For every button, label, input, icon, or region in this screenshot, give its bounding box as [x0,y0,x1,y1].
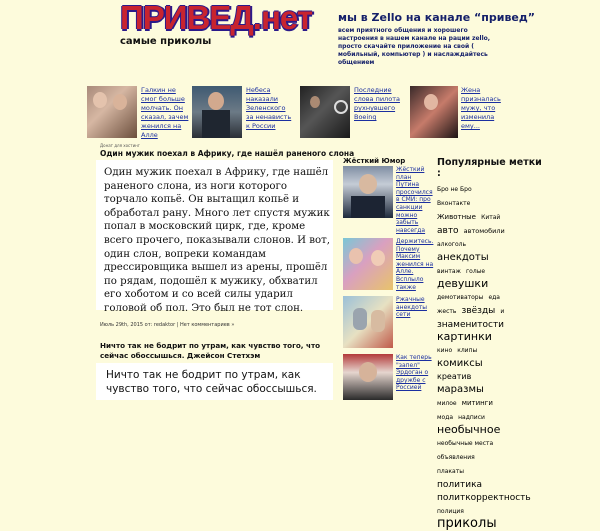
tag-link[interactable]: полиция [437,508,464,515]
tag-link[interactable]: политкорректность [437,493,531,503]
tag-link[interactable]: Животные [437,213,476,221]
sidebar-heading: Жёсткий Юмор [343,157,406,165]
tag-link[interactable]: автомобили [463,227,505,235]
article-text: Один мужик поехал в Африку, где нашёл раненого слона, из ноги которого торчало копьё. Он вытащил копьё и обработал рану. Много лет спустя мужик попал в московский цирк, где, кроме всего прочего, показывали слонов. И вот, один слон, вопреки командам дрессировщика вышел из арены, прошёл по рядам, подошёл к мужику, обхватил его хоботом и со всей силы ударил головой об пол. Это был не тот слон. [104,167,330,314]
thumb-image[interactable] [300,86,350,138]
zello-description: всем приятного общения и хорошего настроения в нашем канале на рации zello, просто скачайте приложение на свой ( мобильный, компьютер ) и наслаждайтесь общением [338,27,491,66]
tag-link[interactable]: надписи [458,414,485,421]
tag-link[interactable]: картинки [437,330,492,343]
tag-link[interactable]: клипы [457,347,478,354]
tag-cloud [437,181,531,531]
thumb-link[interactable]: Жена призналась мужу, что изменила ему... [461,86,501,130]
thumb-item[interactable] [300,86,410,138]
tag-link[interactable]: плакаты [437,468,464,475]
tag-link[interactable]: кино [437,347,453,354]
tag-link[interactable]: авто [437,226,459,236]
thumb-item[interactable] [87,86,199,138]
thumb-item[interactable] [192,86,300,138]
thumb-image[interactable] [410,86,458,138]
tag-link[interactable]: Вконтакте [437,200,471,207]
article2-text: Ничто так не бодрит по утрам, как чувство того, что сейчас обоссышься. [106,369,317,395]
article-meta: Июль 29th, 2015 от: redaktor | Нет комментариев » [100,322,235,328]
thumb-link[interactable]: Последние слова пилота рухнувшего Boeing [354,86,400,121]
tag-link[interactable]: и [500,308,505,315]
site-logo[interactable]: ПРИВЕД.нет [120,0,312,36]
tag-link[interactable]: объявления [437,454,475,461]
sidebar-image[interactable] [343,166,393,218]
tag-link[interactable]: маразмы [437,384,484,395]
sidebar-image[interactable] [343,238,393,290]
thumb-link[interactable]: Небеса наказали Зеленского за ненависть к России [246,86,292,130]
tag-link[interactable]: анекдоты [437,252,489,263]
tag-link[interactable]: голые [466,268,486,275]
tag-link[interactable]: необычные места [437,440,494,447]
tag-link[interactable]: демотиваторы [437,294,484,301]
sidebar-link[interactable]: Ржачные анекдоты сети [396,296,427,319]
sidebar-link[interactable]: Держитесь. Почему Максим женился на Алле. Всплыло также [396,238,434,291]
tag-link[interactable]: комиксы [437,358,483,369]
article2-title[interactable]: Ничто так не бодрит по утрам, как чувство того, что сейчас обоссышься. Джейсон Стетхэм [100,341,321,360]
tag-link[interactable]: Бро не Бро [437,186,472,193]
tag-link[interactable]: приколы [437,516,497,531]
tag-link[interactable]: жесть [437,308,457,315]
tag-link[interactable]: митинги [461,399,493,407]
tags-heading: Популярные метки : [437,157,542,179]
tag-link[interactable]: алкоголь [437,241,467,248]
article-title[interactable]: Один мужик поехал в Африку, где нашёл раненого слона [100,149,355,158]
tag-link[interactable]: необычное [437,423,501,436]
sidebar-image[interactable] [343,354,393,400]
tag-link[interactable]: креатив [437,372,472,381]
tag-link[interactable]: еда [488,294,500,301]
thumb-image[interactable] [87,86,137,138]
thumb-image[interactable] [192,86,242,138]
thumb-link[interactable]: Галкин не смог больше молчать. Он сказал, зачем женился на Алле [141,86,189,139]
zello-title[interactable]: мы в Zello на канале “привед” [338,11,535,24]
tag-link[interactable]: милое [437,400,457,407]
tag-link[interactable]: знаменитости [437,320,505,330]
site-tagline: самые приколы [120,36,212,47]
sidebar-link[interactable]: Как теперь "запел" Эрдоган о дружбе с Россией [396,354,432,392]
tag-link[interactable]: винтаж [437,268,461,275]
tag-link[interactable]: девушки [437,277,489,290]
donate-link[interactable]: Донат для хостинг [100,143,140,148]
tag-link[interactable]: мода [437,414,454,421]
tag-link[interactable]: Китай [481,214,501,221]
tag-link[interactable]: звёзды [461,306,496,316]
sidebar-image[interactable] [343,296,393,348]
sidebar-link[interactable]: Жёсткий план Путина просочился в СМИ: про санкции можно забыть навсегда [396,166,433,234]
thumb-item[interactable] [410,86,510,138]
tag-link[interactable]: политика [437,480,483,490]
